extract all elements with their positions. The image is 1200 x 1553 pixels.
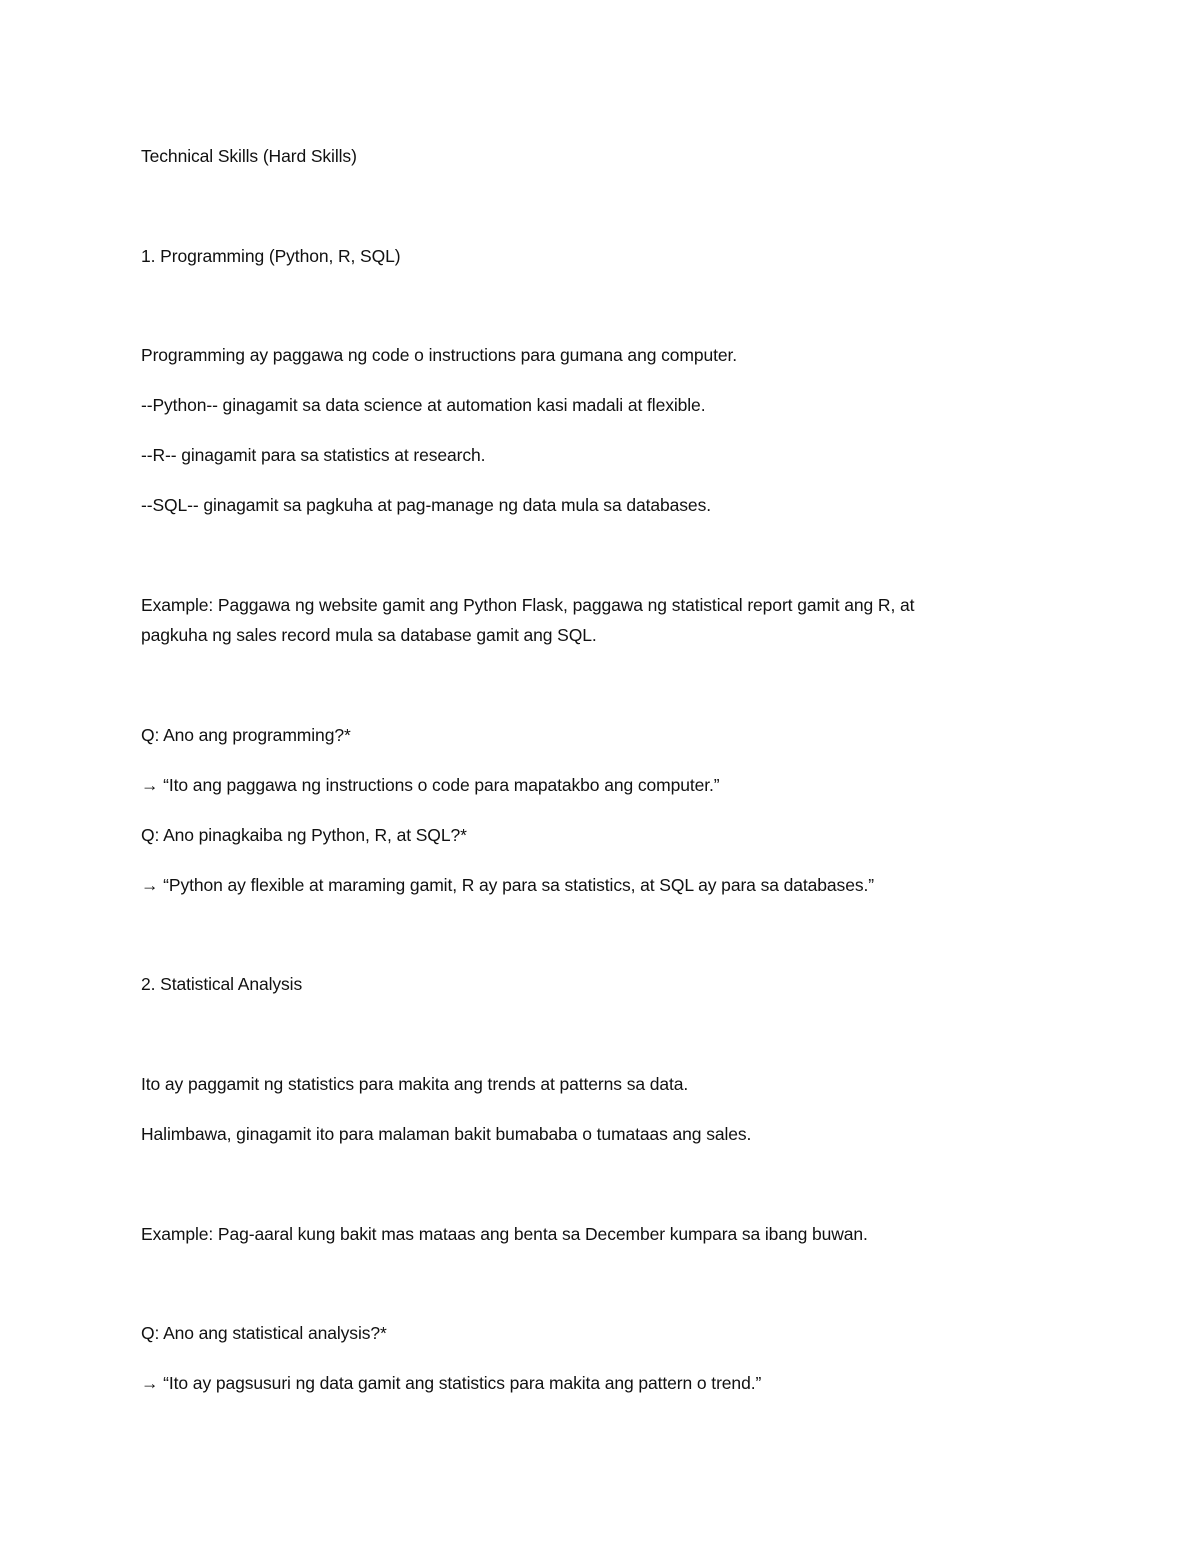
section-2-detail: Halimbawa, ginagamit ito para malaman bakit bumababa o tumataas ang sales. [141, 1124, 752, 1144]
section-1-title: 1. Programming (Python, R, SQL) [141, 246, 401, 266]
question-statistical-analysis: Q: Ano ang statistical analysis?* [141, 1323, 387, 1343]
python-bullet: --Python-- ginagamit sa data science at automation kasi madali at flexible. [141, 395, 706, 415]
answer-language-differences: → “Python ay flexible at maraming gamit, R ay para sa statistics, at SQL ay para sa databases.” [141, 875, 874, 895]
section-1-example-line-2: pagkuha ng sales record mula sa database gamit ang SQL. [141, 625, 597, 645]
question-language-differences: Q: Ano pinagkaiba ng Python, R, at SQL?* [141, 825, 467, 845]
r-bullet: --R-- ginagamit para sa statistics at research. [141, 445, 486, 465]
document-heading: Technical Skills (Hard Skills) [141, 146, 357, 166]
sql-bullet: --SQL-- ginagamit sa pagkuha at pag-manage ng data mula sa databases. [141, 495, 711, 515]
section-2-example: Example: Pag-aaral kung bakit mas mataas ang benta sa December kumpara sa ibang buwan. [141, 1224, 868, 1244]
answer-programming: → “Ito ang paggawa ng instructions o code para mapatakbo ang computer.” [141, 775, 720, 795]
answer-statistical-analysis: → “Ito ay pagsusuri ng data gamit ang statistics para makita ang pattern o trend.” [141, 1373, 762, 1393]
question-programming: Q: Ano ang programming?* [141, 725, 351, 745]
section-2-title: 2. Statistical Analysis [141, 974, 303, 994]
section-1-example-line-1: Example: Paggawa ng website gamit ang Python Flask, paggawa ng statistical report gamit ang R, at [141, 595, 915, 615]
section-2-intro: Ito ay paggamit ng statistics para makita ang trends at patterns sa data. [141, 1074, 689, 1094]
section-1-intro: Programming ay paggawa ng code o instructions para gumana ang computer. [141, 345, 738, 365]
